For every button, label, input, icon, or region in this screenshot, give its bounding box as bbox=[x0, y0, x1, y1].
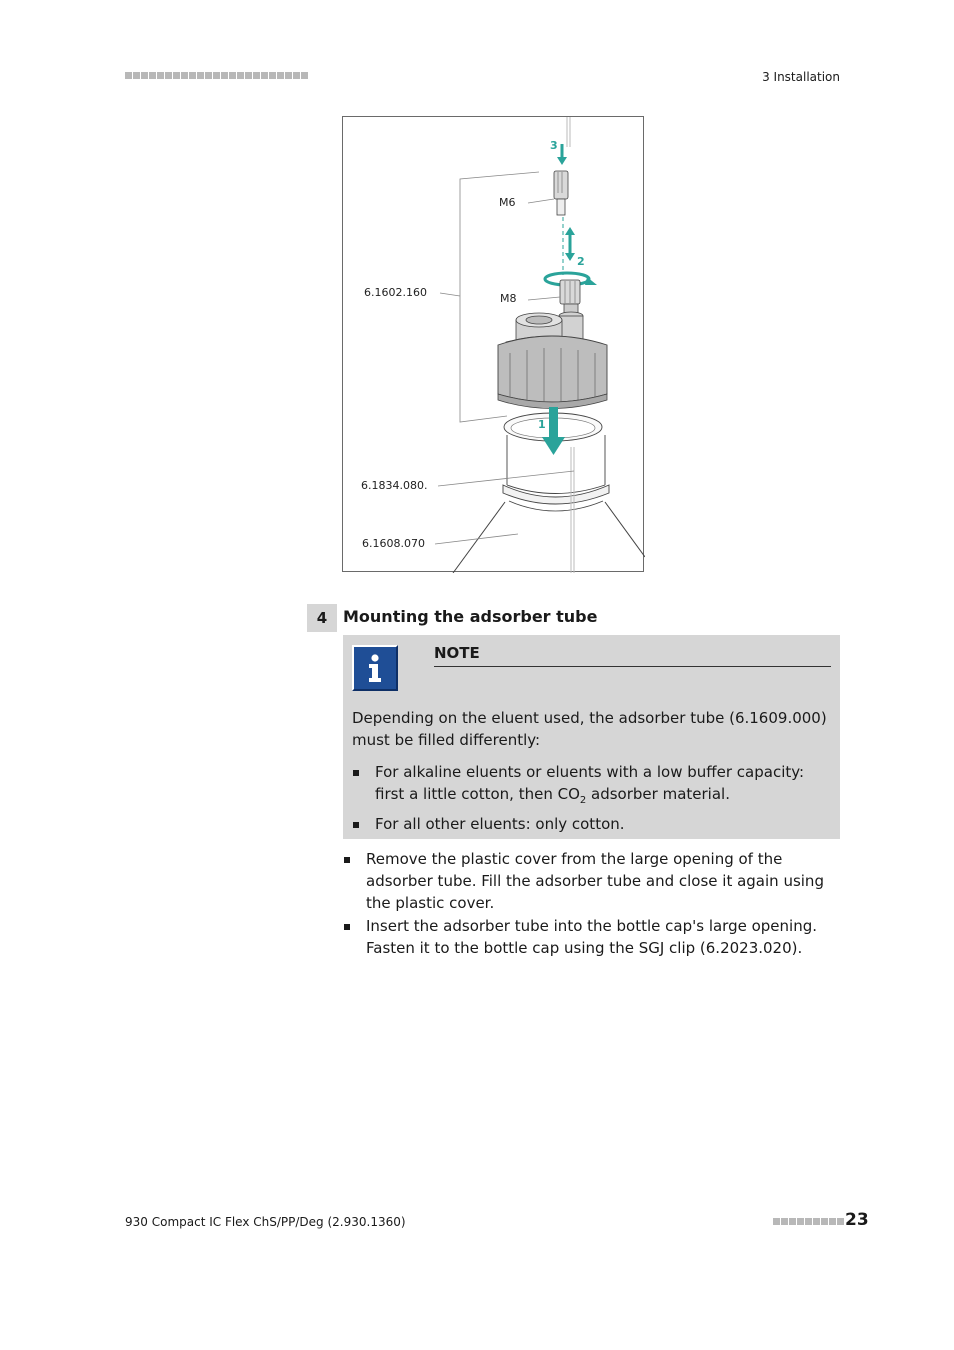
info-icon bbox=[352, 645, 398, 691]
list-item: For alkaline eluents or eluents with a low buffer capacity: first a little cotton, then $CO_2$ adsorber material. bbox=[352, 761, 830, 812]
step-3-label: 3 bbox=[550, 139, 558, 152]
page-number: 23 bbox=[845, 1210, 869, 1230]
header-section-title: 3 Installation bbox=[762, 70, 840, 84]
label-part-6-1608-070: 6.1608.070 bbox=[362, 537, 425, 550]
note-text: Depending on the eluent used, the adsorber tube (6.1609.000) must be filled differently: bbox=[352, 709, 827, 749]
list-item: Remove the plastic cover from the large opening of the adsorber tube. Fill the adsorber tube and close it again using the plastic cover. bbox=[343, 848, 840, 914]
list-item: For all other eluents: only cotton. bbox=[352, 813, 830, 835]
note-box bbox=[343, 635, 840, 839]
label-m8: M8 bbox=[500, 292, 517, 305]
step-1-label: 1 bbox=[538, 418, 546, 431]
list-item: Insert the adsorber tube into the bottle cap's large opening. Fasten it to the bottle cap using the SGJ clip (6.2023.020). bbox=[343, 915, 840, 959]
installation-figure bbox=[342, 116, 644, 572]
step-title: Mounting the adsorber tube bbox=[343, 607, 598, 626]
label-part-6-1834-080: 6.1834.080. bbox=[361, 479, 428, 492]
note-heading: NOTE bbox=[434, 644, 480, 662]
step-2-label: 2 bbox=[577, 255, 585, 268]
footer-decoration bbox=[773, 1218, 844, 1225]
note-divider bbox=[434, 666, 831, 667]
note-list bbox=[352, 761, 830, 836]
step-number: 4 bbox=[307, 604, 337, 632]
label-m6: M6 bbox=[499, 196, 516, 209]
instruction-list bbox=[343, 848, 840, 960]
label-part-6-1602-160: 6.1602.160 bbox=[364, 286, 427, 299]
footer-product-name: 930 Compact IC Flex ChS/PP/Deg (2.930.1360) bbox=[125, 1215, 406, 1229]
bottle-cap-illustration bbox=[343, 117, 645, 573]
header-decoration bbox=[125, 72, 308, 80]
